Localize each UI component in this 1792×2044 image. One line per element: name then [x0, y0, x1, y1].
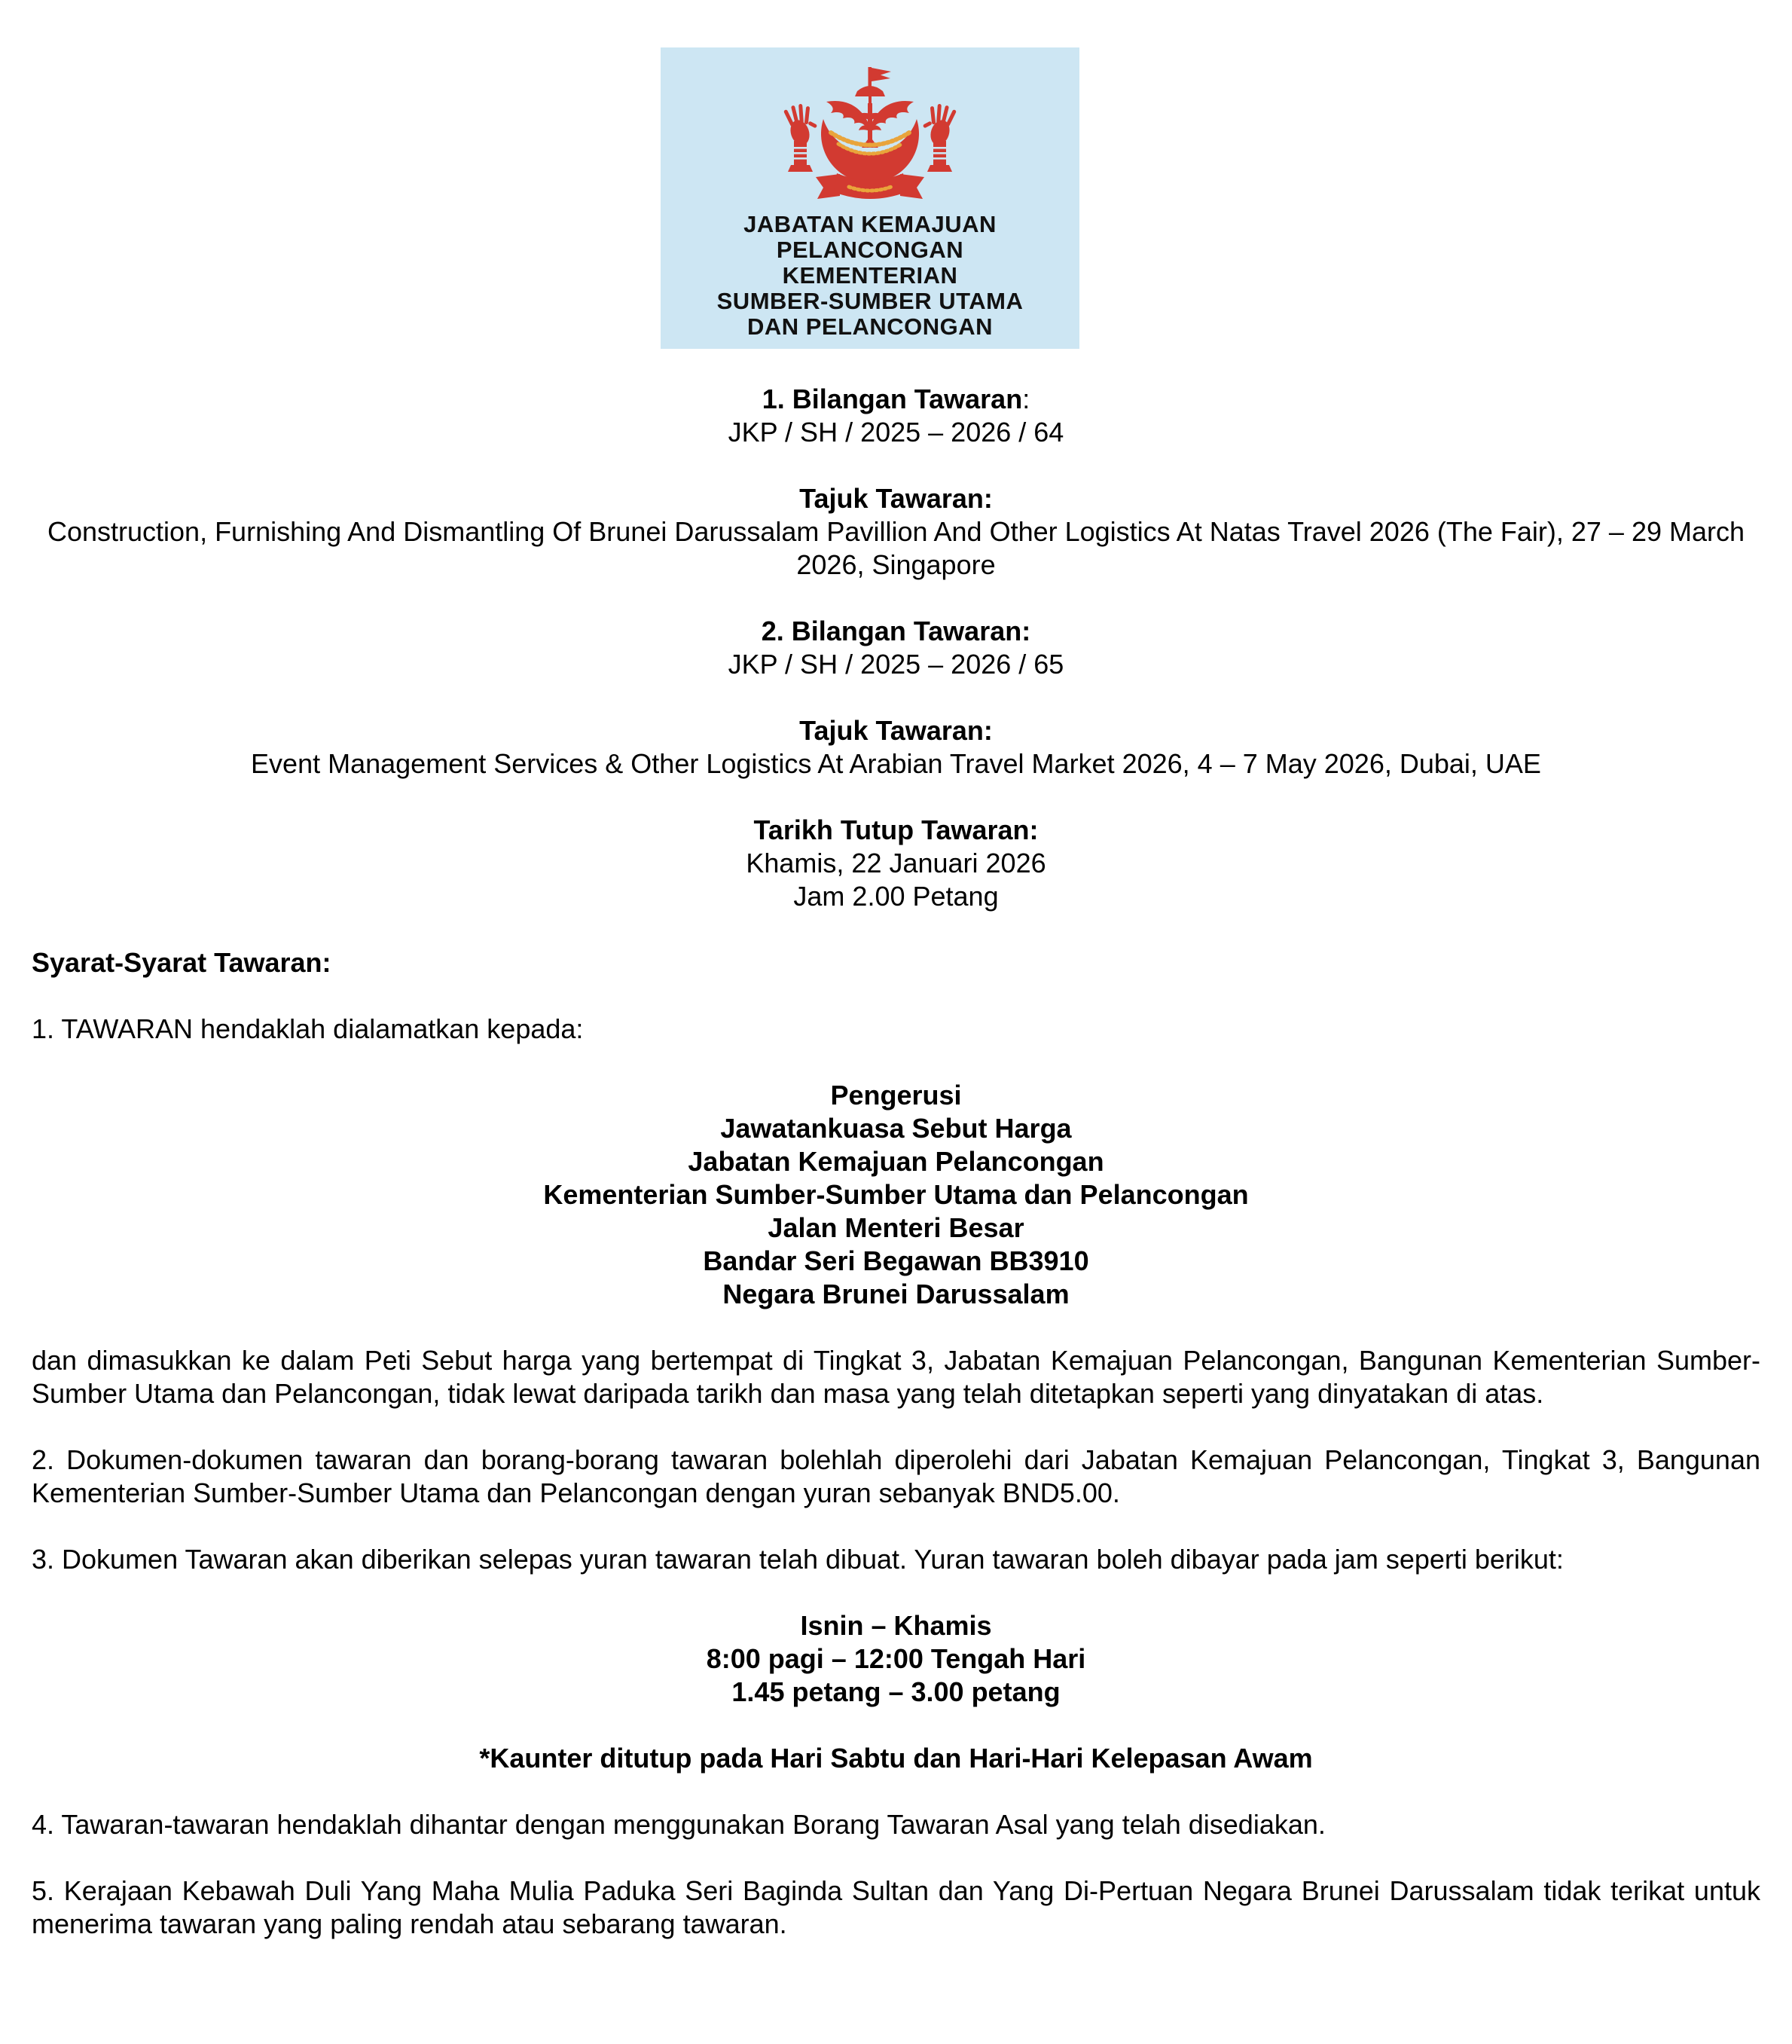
tender2-title-value: Event Management Services & Other Logistics At Arabian Travel Market 2026, 4 – 7 May 2026, Dubai, UAE [251, 748, 1541, 779]
tender1-number-section [32, 383, 1760, 449]
tender2-title-section [32, 714, 1760, 781]
address-line: Negara Brunei Darussalam [722, 1279, 1070, 1309]
hours-line: 8:00 pagi – 12:00 Tengah Hari [706, 1643, 1086, 1674]
hours-line: Isnin – Khamis [800, 1610, 992, 1641]
tender1-title-label: Tajuk Tawaran: [799, 483, 993, 514]
department-name [661, 212, 1079, 340]
closing-date: Khamis, 22 Januari 2026 [746, 848, 1046, 878]
address-line: Jalan Menteri Besar [768, 1212, 1024, 1243]
left-hand [783, 104, 817, 172]
condition-item-1: 1. TAWARAN hendaklah dialamatkan kepada: [32, 1013, 584, 1044]
address-line: Kementerian Sumber-Sumber Utama dan Pelancongan [543, 1179, 1249, 1210]
condition-item-1-continuation: dan dimasukkan ke dalam Peti Sebut harga yang bertempat di Tingkat 3, Jabatan Kemajuan Pelancongan, Bangunan Kementerian Sumber-Sumber Utama dan Pelancongan, tidak lewat daripada tarikh dan masa yang telah ditetapkan seperti yang dinyatakan di atas. [32, 1345, 1760, 1409]
brunei-crest-icon [780, 63, 960, 207]
condition-item-4: 4. Tawaran-tawaran hendaklah dihantar dengan menggunakan Borang Tawaran Asal yang telah disediakan. [32, 1809, 1326, 1840]
address-line: Jabatan Kemajuan Pelancongan [688, 1146, 1104, 1177]
condition-item-5: 5. Kerajaan Kebawah Duli Yang Maha Mulia Paduka Seri Baginda Sultan dan Yang Di-Pertuan Negara Brunei Darussalam tidak terikat untuk menerima tawaran yang paling rendah atau sebarang tawaran. [32, 1875, 1760, 1939]
hours-line: 1.45 petang – 3.00 petang [731, 1676, 1061, 1707]
org-line: DAN PELANCONGAN [746, 313, 994, 340]
tender2-number-label: 2. Bilangan Tawaran: [761, 616, 1031, 646]
document-body [32, 383, 1760, 1974]
tender1-number-value: JKP / SH / 2025 – 2026 / 64 [728, 417, 1064, 448]
org-line: SUMBER-SUMBER UTAMA [716, 288, 1024, 314]
tender1-title-section [32, 482, 1760, 582]
tender2-number-section [32, 615, 1760, 681]
tender1-title-value: Construction, Furnishing And Dismantling Of Brunei Darussalam Pavillion And Other Logistics At Natas Travel 2026 (The Fair), 27 – 29 March 2026, Singapore [47, 516, 1745, 580]
department-letterhead [661, 47, 1079, 349]
condition-item-2: 2. Dokumen-dokumen tawaran dan borang-borang tawaran bolehlah diperolehi dari Jabatan Kemajuan Pelancongan, Tingkat 3, Bangunan Kementerian Sumber-Sumber Utama dan Pelancongan dengan yuran sebanyak BND5.00. [32, 1444, 1760, 1508]
condition-item-3: 3. Dokumen Tawaran akan diberikan selepas yuran tawaran telah dibuat. Yuran tawaran boleh dibayar pada jam seperti berikut: [32, 1544, 1564, 1575]
closing-date-label: Tarikh Tutup Tawaran: [753, 814, 1039, 845]
tender-address [32, 1079, 1760, 1311]
conditions-heading: Syarat-Syarat Tawaran: [32, 947, 331, 978]
right-hand [923, 104, 957, 172]
address-line: Bandar Seri Begawan BB3910 [703, 1245, 1089, 1276]
address-line: Pengerusi [830, 1080, 962, 1111]
counter-closed-note: *Kaunter ditutup pada Hari Sabtu dan Hari-Hari Kelepasan Awam [479, 1743, 1313, 1774]
address-line: Jawatankuasa Sebut Harga [720, 1113, 1072, 1144]
closing-time: Jam 2.00 Petang [793, 881, 999, 912]
tender2-title-label: Tajuk Tawaran: [799, 715, 993, 746]
payment-hours [32, 1609, 1760, 1709]
tender2-number-value: JKP / SH / 2025 – 2026 / 65 [728, 649, 1064, 680]
org-line: PELANCONGAN [776, 237, 964, 263]
tender1-number-heading [32, 383, 1760, 416]
tender1-number-colon: : [1022, 383, 1030, 414]
org-line: KEMENTERIAN [782, 262, 958, 289]
tender1-number-label: 1. Bilangan Tawaran [762, 383, 1023, 414]
org-line: JABATAN KEMAJUAN [743, 211, 997, 237]
closing-date-section [32, 814, 1760, 913]
